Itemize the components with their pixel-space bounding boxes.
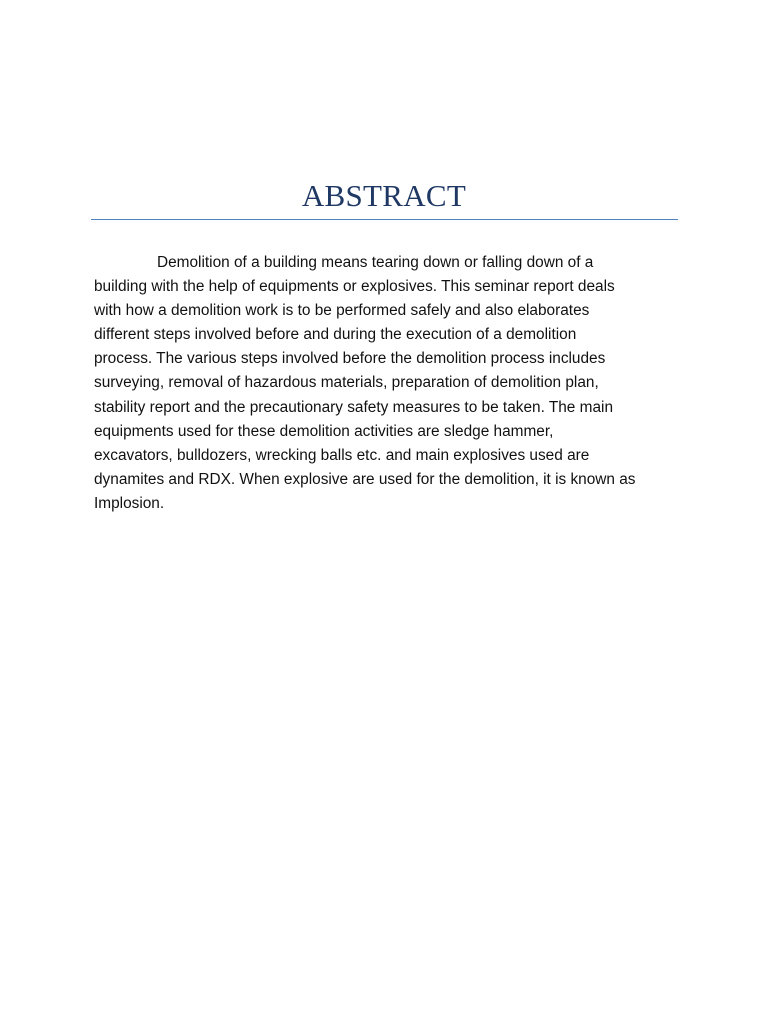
abstract-line: Implosion. xyxy=(94,494,165,512)
heading-underline xyxy=(91,219,678,220)
abstract-line: process. The various steps involved before the demolition process includes xyxy=(94,350,606,368)
abstract-line: surveying, removal of hazardous materials, preparation of demolition plan, xyxy=(94,374,599,392)
abstract-paragraph xyxy=(94,251,678,516)
abstract-line: dynamites and RDX. When explosive are used for the demolition, it is known as xyxy=(94,470,636,488)
abstract-heading: ABSTRACT xyxy=(301,178,467,213)
abstract-line: stability report and the precautionary safety measures to be taken. The main xyxy=(94,398,614,416)
abstract-line: equipments used for these demolition activities are sledge hammer, xyxy=(94,422,554,440)
abstract-line: excavators, bulldozers, wrecking balls etc. and main explosives used are xyxy=(94,446,590,464)
abstract-line: Demolition of a building means tearing down or falling down of a xyxy=(157,254,594,271)
abstract-line: different steps involved before and during the execution of a demolition xyxy=(94,326,577,344)
abstract-line: building with the help of equipments or explosives. This seminar report deals xyxy=(94,278,615,296)
abstract-line: with how a demolition work is to be performed safely and also elaborates xyxy=(94,302,590,320)
